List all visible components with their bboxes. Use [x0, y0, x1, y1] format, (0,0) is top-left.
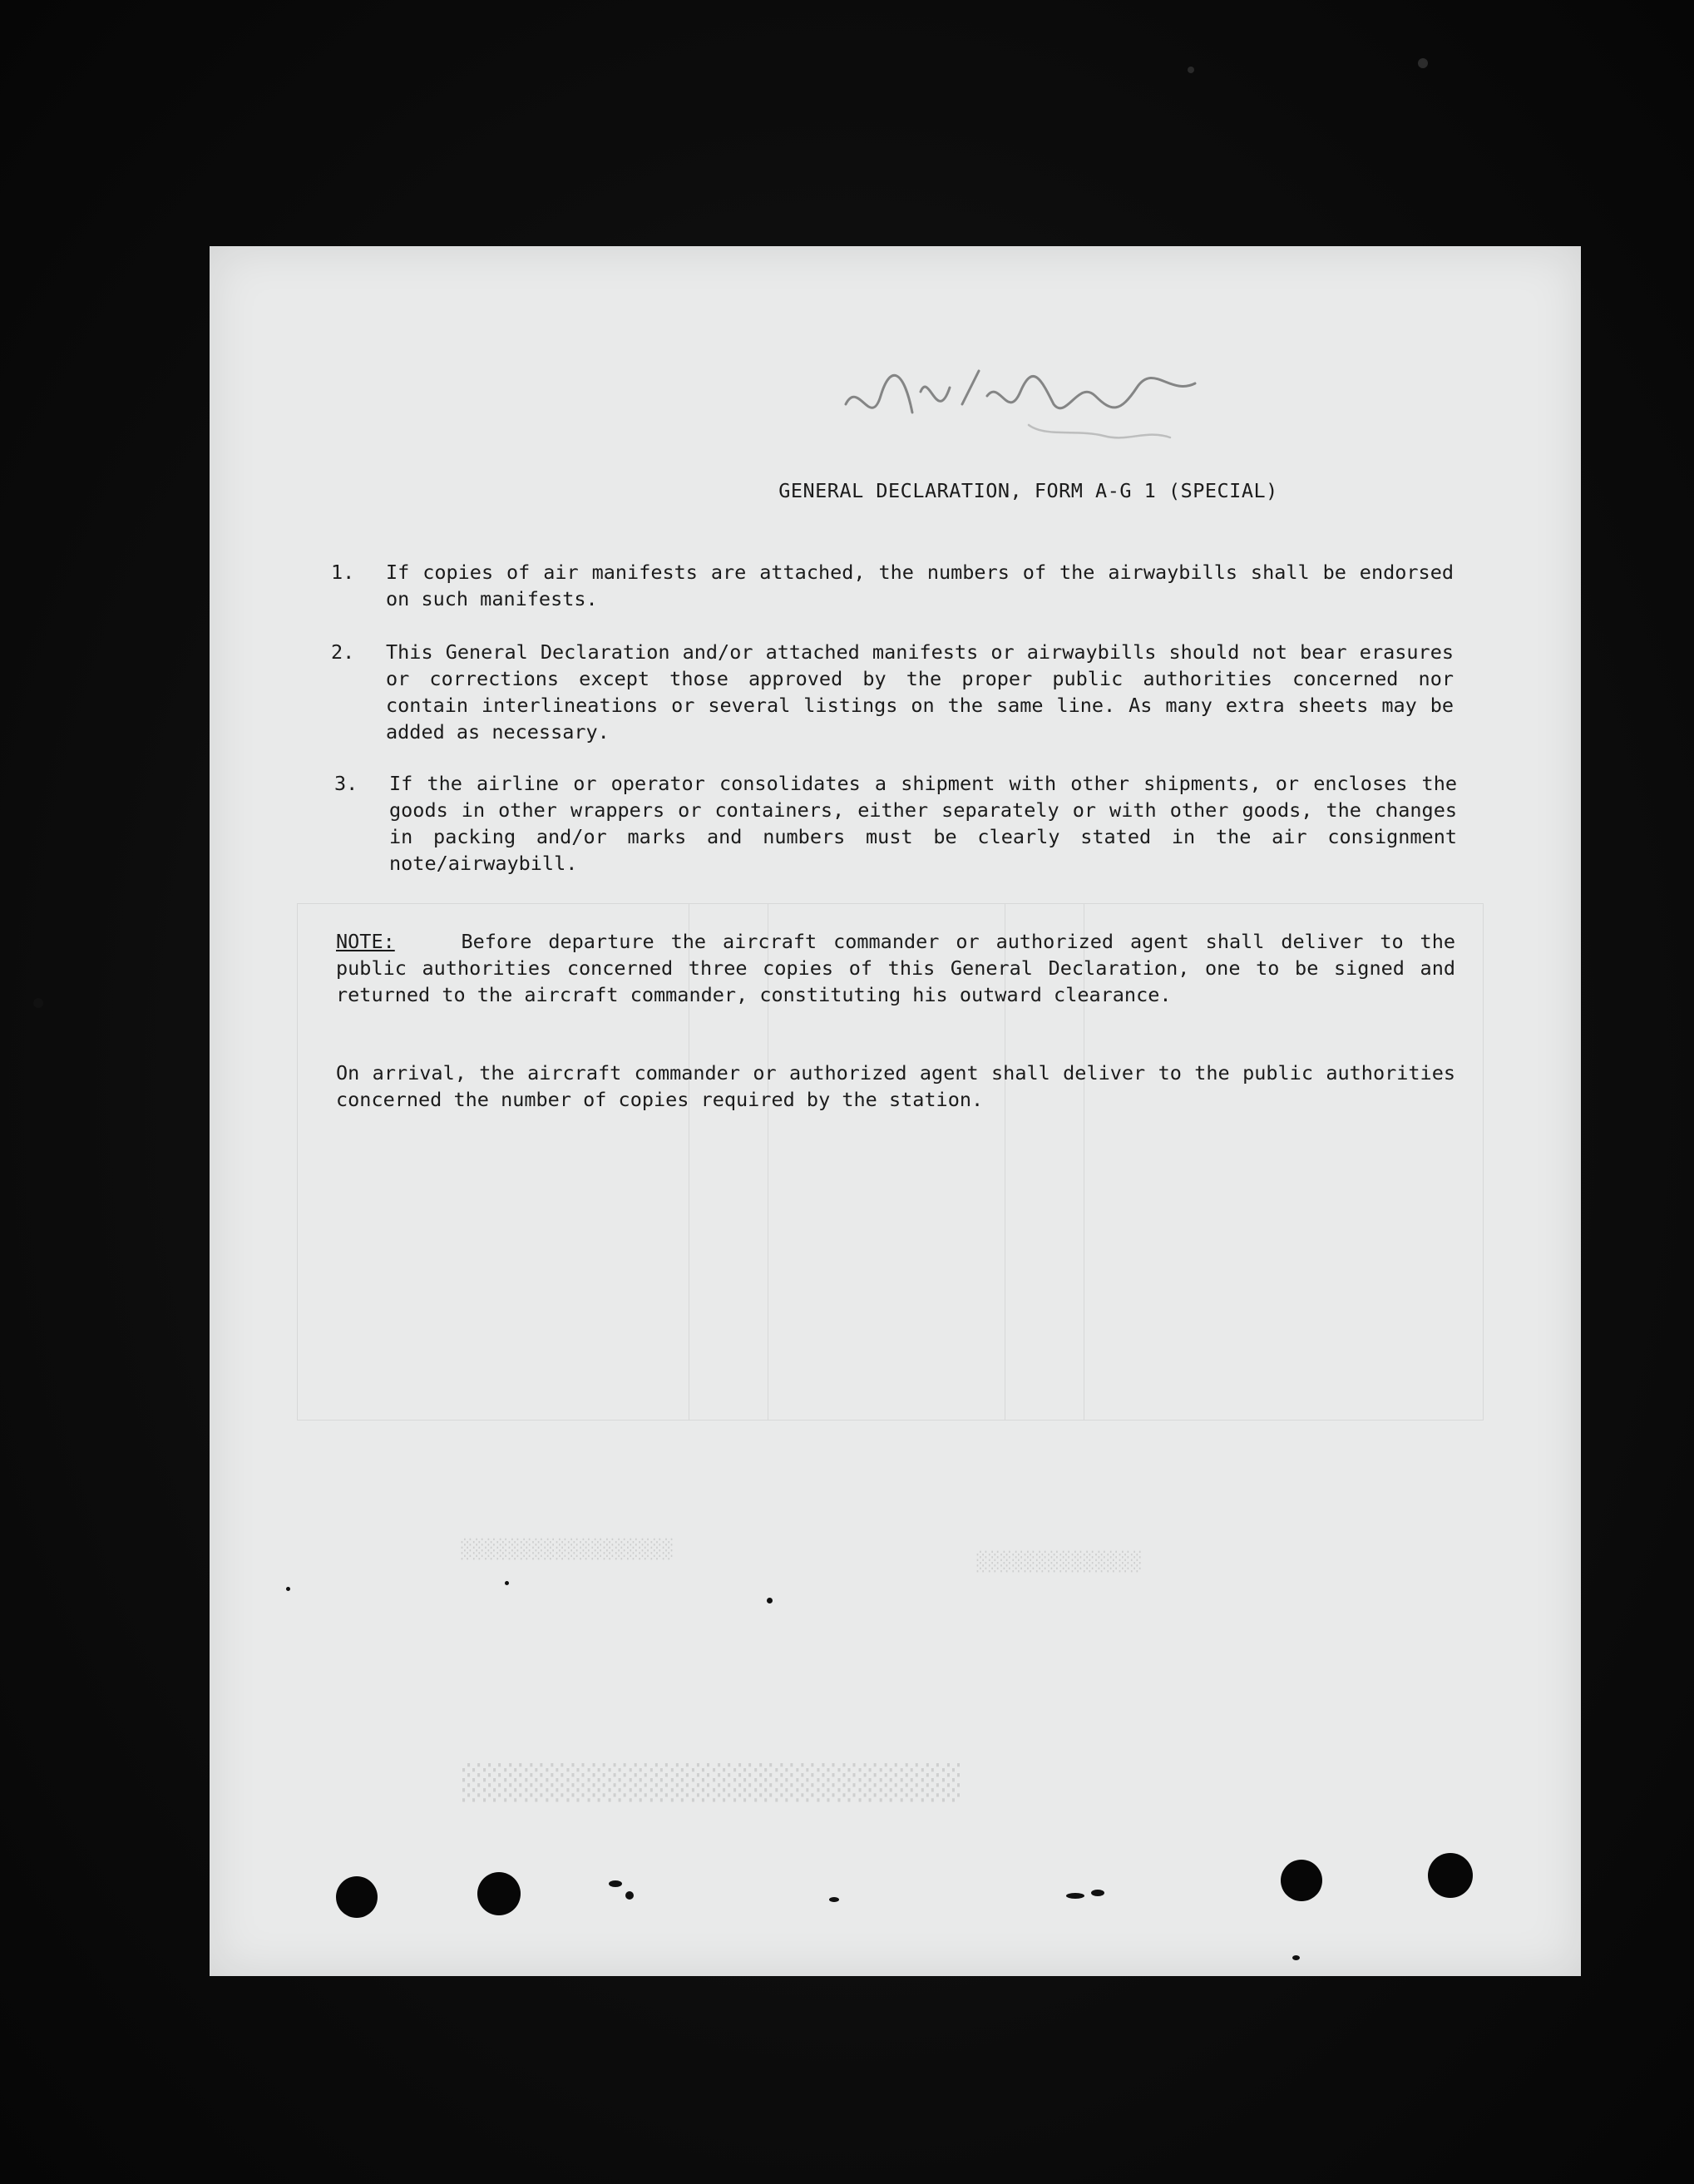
item-number: 1.: [331, 561, 355, 584]
departure-note: [336, 928, 1455, 1008]
item-text: This General Declaration and/or attached manifests or airwaybills should not bear erasures or corrections except those approved by the proper public authorities concerned nor contain interlineations or several listings on the same line. As many extra sheets may be added as necessary.: [386, 640, 1454, 744]
punch-hole: [1281, 1860, 1322, 1901]
border-speck: [1418, 58, 1428, 68]
paper-speck: [1066, 1893, 1084, 1899]
paper-speck: [829, 1897, 839, 1902]
bleed-through-text: ░░░░░░░░░░░░░░░░░░░░░░░░: [459, 1764, 960, 1802]
arrival-text: On arrival, the aircraft commander or authorized agent shall deliver to the public authorities concerned the number of copies required by the station.: [336, 1061, 1455, 1111]
paper-speck: [767, 1598, 773, 1603]
punch-hole: [1428, 1853, 1473, 1898]
bleed-through-text: ░░░░░░░░░░░░░░: [975, 1552, 1141, 1573]
document-body: [210, 246, 1581, 1976]
item-text: If the airline or operator consolidates a shipment with other shipments, or encloses the goods in other wrappers or containers, either separately or with other goods, the changes in packing and/or marks and numbers must be clearly stated in the air consignment note/airwaybill.: [389, 772, 1457, 875]
bleed-through-text: ░░░░░░░░░░░░░░░░░░: [459, 1539, 673, 1560]
punch-hole: [477, 1872, 521, 1915]
border-speck: [1188, 67, 1194, 73]
punch-hole: [336, 1876, 378, 1918]
note-text: Before departure the aircraft commander or authorized agent shall deliver to the public authorities concerned three copies of this General Declaration, one to be signed and returned to the aircraft commander, constituting his outward clearance.: [336, 930, 1456, 1006]
item-number: 3.: [334, 772, 358, 795]
paper-sheet: [210, 246, 1581, 1976]
note-label: NOTE:: [336, 930, 395, 953]
paper-speck: [1292, 1955, 1300, 1960]
paper-speck: [609, 1880, 622, 1887]
item-text: If copies of air manifests are attached, the numbers of the airwaybills shall be endorsed on such manifests.: [386, 561, 1454, 610]
item-number: 2.: [331, 640, 355, 664]
paper-speck: [286, 1587, 290, 1591]
paper-speck: [625, 1891, 634, 1900]
paper-speck: [1091, 1890, 1104, 1896]
document-title: GENERAL DECLARATION, FORM A-G 1 (SPECIAL): [778, 479, 1278, 502]
paper-speck: [505, 1581, 509, 1585]
arrival-note: [336, 1060, 1455, 1113]
border-speck: [33, 998, 43, 1008]
